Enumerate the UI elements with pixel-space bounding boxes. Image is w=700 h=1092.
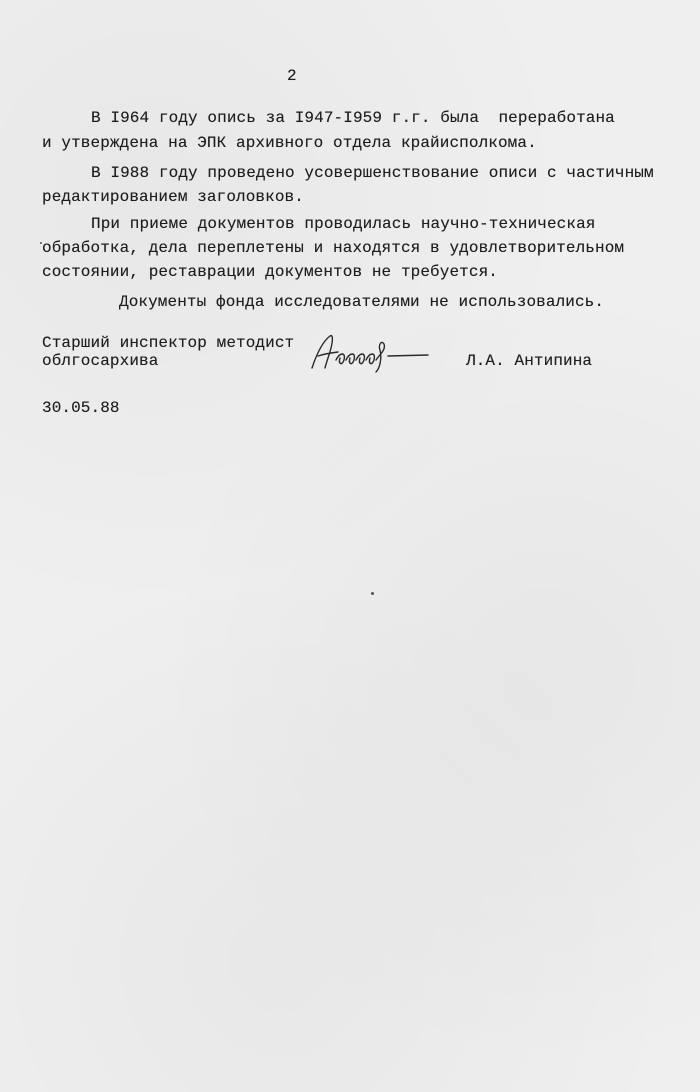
signer-name: Л.А. Антипина xyxy=(466,352,593,370)
signer-position-line-1: Старший инспектор методист xyxy=(42,334,295,352)
paragraph-2-line-2: редактированием заголовков. xyxy=(42,188,304,206)
handwritten-signature-icon xyxy=(300,330,430,375)
paragraph-3-line-3: состоянии, реставрации документов не требуется. xyxy=(42,263,498,281)
document-date: 30.05.88 xyxy=(42,399,120,417)
paragraph-2-line-1: В I988 году проведено усовершенствование описи с частичным xyxy=(91,164,654,182)
paragraph-1-line-2: и утверждена на ЭПК архивного отдела крайисполкома. xyxy=(42,134,537,152)
signer-position-line-2: облгосархива xyxy=(42,352,159,370)
paragraph-3-line-1: При приеме документов проводилась научно-техническая xyxy=(91,215,596,233)
paper-speck xyxy=(371,592,374,595)
paragraph-1-line-1: В I964 году опись за I947-I959 г.г. была переработана xyxy=(91,109,615,127)
page-number: 2 xyxy=(287,67,297,85)
paper-speck xyxy=(40,242,42,244)
paragraph-3-line-2: обработка, дела переплетены и находятся в удовлетворительном xyxy=(42,239,625,257)
paragraph-4-line-1: Документы фонда исследователями не использовались. xyxy=(119,293,605,311)
